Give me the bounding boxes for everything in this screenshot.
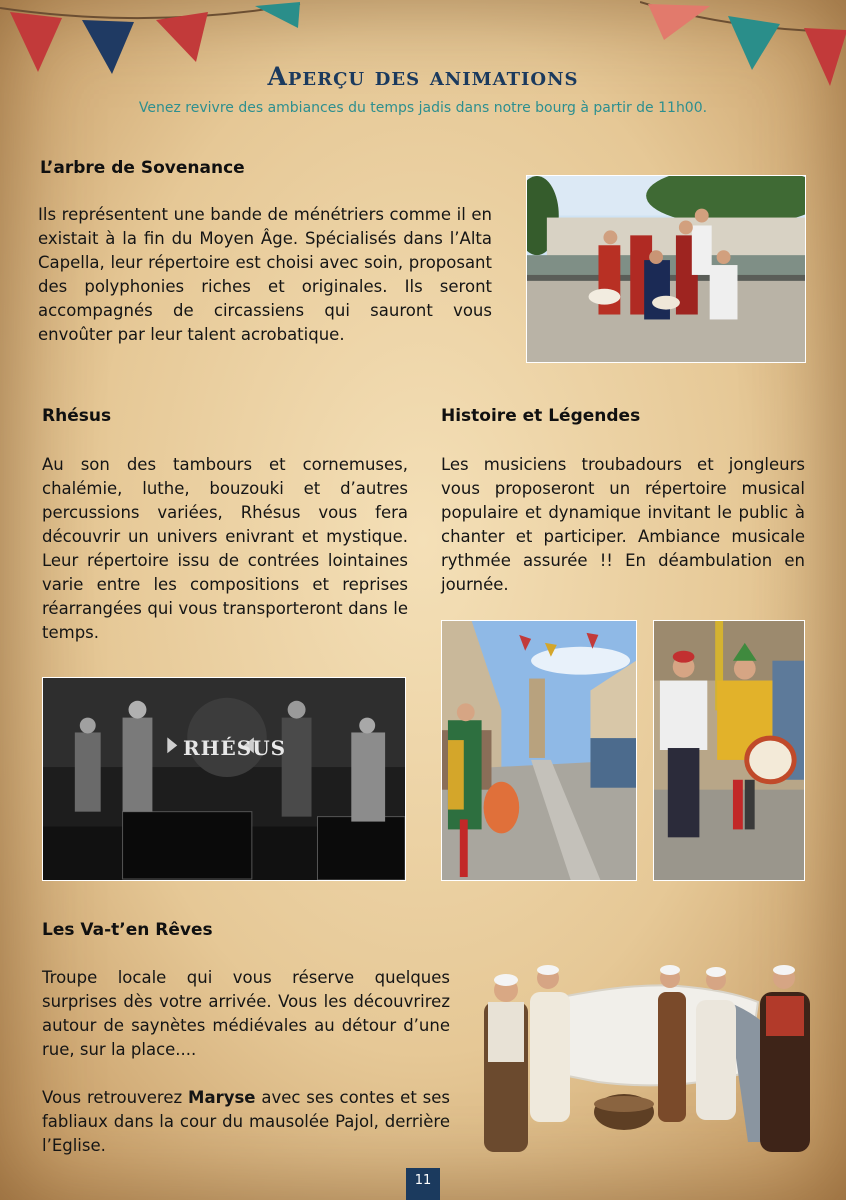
text-vaten-maryse: Maryse xyxy=(188,1088,256,1107)
photo-les-va-ten-reves xyxy=(478,962,820,1158)
text-arbre-paragraph: Ils représentent une bande de ménétriers comme il en existait à la fin du Moyen Âge. Spécialisés dans l’Alta Capella, leur répertoire est choisi avec soin, proposant des polyphonies riches et originales. Ils seront accompagnés de circassiens qui sauront vous envoûter par leur talent acrobatique. xyxy=(38,205,492,344)
text-vaten-paragraph-2 xyxy=(42,1086,450,1158)
photo-arbre-de-sovenance xyxy=(526,175,806,363)
text-rhesus-paragraph: Au son des tambours et cornemuses, chalémie, luthe, bouzouki et d’autres percussions variées, Rhésus vous fera découvrir un univers enivrant et mystique. Leur répertoire issu de contrées lointaines varie entre les compositions et reprises réarrangées qui vous transporteront dans le temps. xyxy=(42,455,408,642)
page-title: Aperçu des animations xyxy=(267,62,579,91)
photo-rhesus xyxy=(42,677,406,881)
heading-histoire-et-legendes: Histoire et Légendes xyxy=(441,406,641,426)
text-vaten-p2-end: avec ses contes et ses fabliaux dans la cour du mausolée Pajol, derrière l’Eglise. xyxy=(42,1088,450,1155)
text-les-va-ten-reves xyxy=(42,966,450,1158)
heading-arbre-de-sovenance: L’arbre de Sovenance xyxy=(40,158,245,178)
text-vaten-paragraph-1: Troupe locale qui vous réserve quelques surprises dès votre arrivée. Vous les découvrirez autour de saynètes médiévales au détour d’une rue, sur la place.... xyxy=(42,968,450,1059)
page-number: 11 xyxy=(406,1168,440,1200)
text-vaten-p2-start: Vous retrouverez xyxy=(42,1088,189,1107)
photo-histoire-street xyxy=(441,620,637,881)
photo-histoire-musicians xyxy=(653,620,805,881)
text-arbre-de-sovenance xyxy=(38,203,492,347)
text-rhesus xyxy=(42,453,408,645)
heading-rhesus: Rhésus xyxy=(42,406,112,426)
text-histoire-et-legendes xyxy=(441,453,805,597)
rhesus-logo-text: RHÉSUS xyxy=(183,736,287,760)
heading-les-va-ten-reves: Les Va-t’en Rêves xyxy=(42,920,213,940)
text-histoire-paragraph: Les musiciens troubadours et jongleurs vous proposeront un répertoire musical populaire et dynamique invitant le public à chanter et participer. Ambiance musicale rythmée assurée !! En déambulation en journée. xyxy=(441,455,805,594)
page-subtitle: Venez revivre des ambiances du temps jadis dans notre bourg à partir de 11h00. xyxy=(138,100,708,116)
